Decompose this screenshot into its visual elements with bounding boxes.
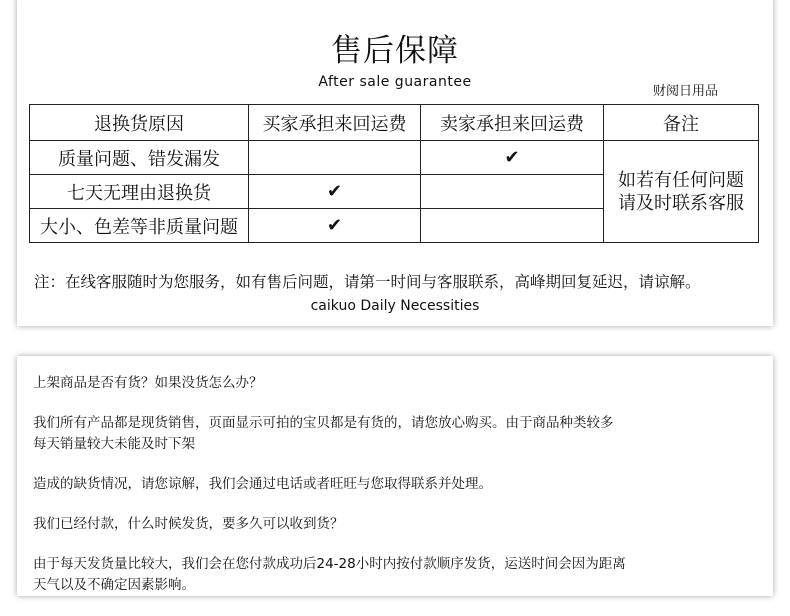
faq-question: 我们已经付款，什么时候发货，要多久可以收到货？ [33, 516, 344, 532]
reason-cell: 大小、色差等非质量问题 [30, 209, 249, 243]
buyer-pays-cell: ✔ [249, 209, 421, 243]
table-row [30, 141, 759, 175]
seller-pays-cell [421, 175, 604, 209]
table-header-row [30, 105, 759, 141]
page-title: 售后保障 [331, 33, 459, 69]
column-header-buyer-pays: 买家承担来回运费 [249, 105, 421, 141]
faq-question: 上架商品是否有货？如果没货怎么办？ [33, 375, 263, 391]
column-header-remark: 备注 [604, 105, 759, 141]
return-policy-table [29, 104, 759, 243]
faq-answer-line: 由于每天发货量比较大，我们会在您付款成功后24-28小时内按付款顺序发货，运送时间会因为距离 [33, 556, 626, 572]
after-sale-card [17, 0, 773, 326]
column-header-reason: 退换货原因 [30, 105, 249, 141]
column-header-seller-pays: 卖家承担来回运费 [421, 105, 604, 141]
reason-cell: 七天无理由退换货 [30, 175, 249, 209]
buyer-pays-cell: ✔ [249, 175, 421, 209]
brand-name-cn: 财阅日用品 [653, 84, 719, 99]
faq-answer-line: 我们所有产品都是现货销售，页面显示可拍的宝贝都是有货的，请您放心购买。由于商品种类较多 [33, 415, 614, 431]
remark-line: 请及时联系客服 [618, 192, 744, 214]
faq-card [17, 356, 773, 596]
faq-answer-line: 每天销量较大未能及时下架 [33, 436, 195, 452]
remark-cell [604, 141, 759, 243]
seller-pays-cell: ✔ [421, 141, 604, 175]
page-subtitle: After sale guarantee [318, 74, 472, 90]
faq-answer-line: 造成的缺货情况，请您谅解，我们会通过电话或者旺旺与您取得联系并处理。 [33, 476, 492, 492]
buyer-pays-cell [249, 141, 421, 175]
brand-name-en: caikuo Daily Necessities [310, 298, 480, 314]
remark-line: 如若有任何问题 [618, 169, 744, 191]
seller-pays-cell [421, 209, 604, 243]
reason-cell: 质量问题、错发漏发 [30, 141, 249, 175]
faq-section [33, 374, 763, 616]
faq-answer-line: 天气以及不确定因素影响。 [33, 577, 195, 593]
service-footnote: 注：在线客服随时为您服务，如有售后问题，请第一时间与客服联系，高峰期回复延迟，请谅解。 [34, 273, 701, 291]
